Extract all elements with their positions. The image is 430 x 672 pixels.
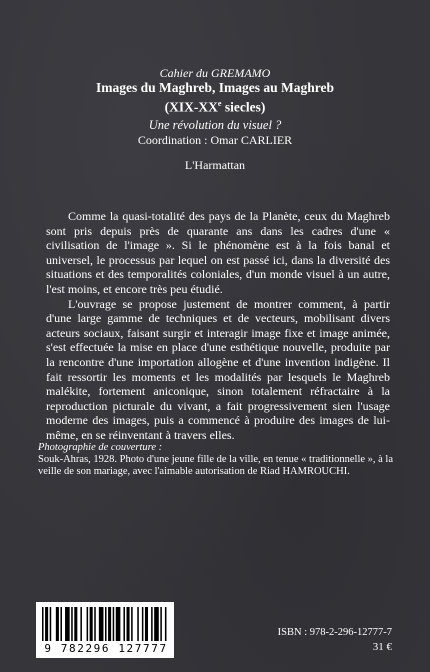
period-suffix: siecles)	[221, 99, 266, 115]
book-subtitle: Une révolution du visuel ?	[148, 117, 282, 132]
coordination-credit: Coordination : Omar CARLIER	[137, 132, 293, 147]
barcode-bars	[42, 607, 168, 641]
series-title: Cahier du GREMAMO	[159, 66, 271, 80]
cover-photo-credit	[38, 442, 403, 478]
period-superscript: e	[217, 99, 222, 108]
blurb-paragraph-1: Comme la quasi-totalité des pays de la Planète, ceux du Maghreb sont pris depuis près de quarante ans dans les cadres d'une « civilisation de l'image ». Si le phénomène est à la fois banal et universel, le processus par lequel on est passé ici, dans la diversité des situations et des temporalités coloniales, d'un monde visuel à un autre, l'est moins, et encore très peu étudié.	[46, 209, 390, 296]
publisher-name: L'Harmattan	[184, 157, 246, 172]
book-period	[0, 96, 430, 116]
period-prefix: (XIX-XX	[164, 99, 218, 115]
barcode	[36, 602, 174, 658]
blurb	[46, 209, 390, 443]
isbn-label: ISBN : 978-2-296-12777-7	[277, 627, 392, 638]
credit-text: Souk-Ahras, 1928. Photo d'une jeune fille de la ville, en tenue « traditionnelle », à la veille de son mariage, avec l'aimable autorisation de Riad HAMROUCHI.	[38, 454, 394, 477]
price-label: 31 €	[372, 641, 392, 653]
cover-header	[0, 66, 430, 172]
book-title: Images du Maghreb, Images au Maghreb	[95, 80, 334, 95]
blurb-paragraph-2: L'ouvrage se propose justement de montrer comment, à partir d'une large gamme de techniques et de vecteurs, mobilisant divers acteurs sociaux, faisant surgir et interagir image fixe et image animée, s'est effectuée la mise en place d'une esthétique nouvelle, produite par la rencontre d'une importation allogène et d'une invention indigène. Il fait ressortir les moments et les modalités par lesquels le Maghreb malékite, fortement aniconique, sinon totalement réfractaire à la reproduction picturale du vivant, a fait progressivement sien l'usage moderne des images, puis a commencé à produire des images de lui-même, en se réinventant à travers elles.	[46, 296, 390, 442]
barcode-digits: 9 782296 127777	[44, 642, 168, 655]
credit-label: Photographie de couverture :	[38, 442, 163, 453]
